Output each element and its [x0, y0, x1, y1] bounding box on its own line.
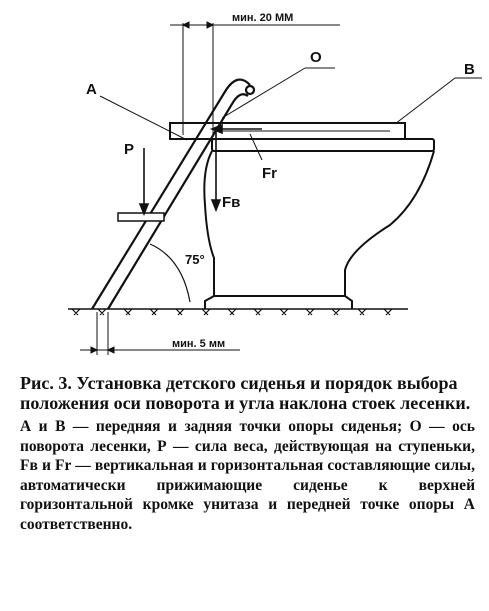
figure-caption	[20, 373, 475, 534]
angle-arc	[150, 244, 190, 302]
caption-title: Рис. 3. Установка детского сиденья и порядок выбора положения оси поворота и угла наклона стоек лесенки.	[20, 373, 471, 413]
toilet-bowl	[204, 139, 434, 309]
leader-lines	[100, 68, 482, 140]
floor	[68, 309, 408, 315]
angle-label: 75°	[185, 252, 205, 267]
label-p: Р	[124, 141, 135, 158]
dimension-lines	[80, 22, 340, 355]
dimension-top-label: мин. 20 ММ	[232, 12, 294, 24]
label-b: В	[464, 61, 475, 78]
caption-body: А и В — передняя и задняя точки опоры сиденья; О — ось поворота лесенки, Р — сила веса, действующая на ступеньки, Fв и Fr — вертикальная и горизонтальная составляющие силы, автоматически прижимающие сиденье к верхней горизонтальной кромке унитаза и передней точке опоры А соответственно.	[20, 418, 475, 533]
label-fr: Fr	[262, 165, 277, 182]
label-fb: Fв	[222, 194, 241, 211]
dimension-bottom-label: мин. 5 мм	[172, 338, 226, 350]
label-o: О	[310, 49, 322, 66]
label-a: А	[86, 81, 97, 98]
